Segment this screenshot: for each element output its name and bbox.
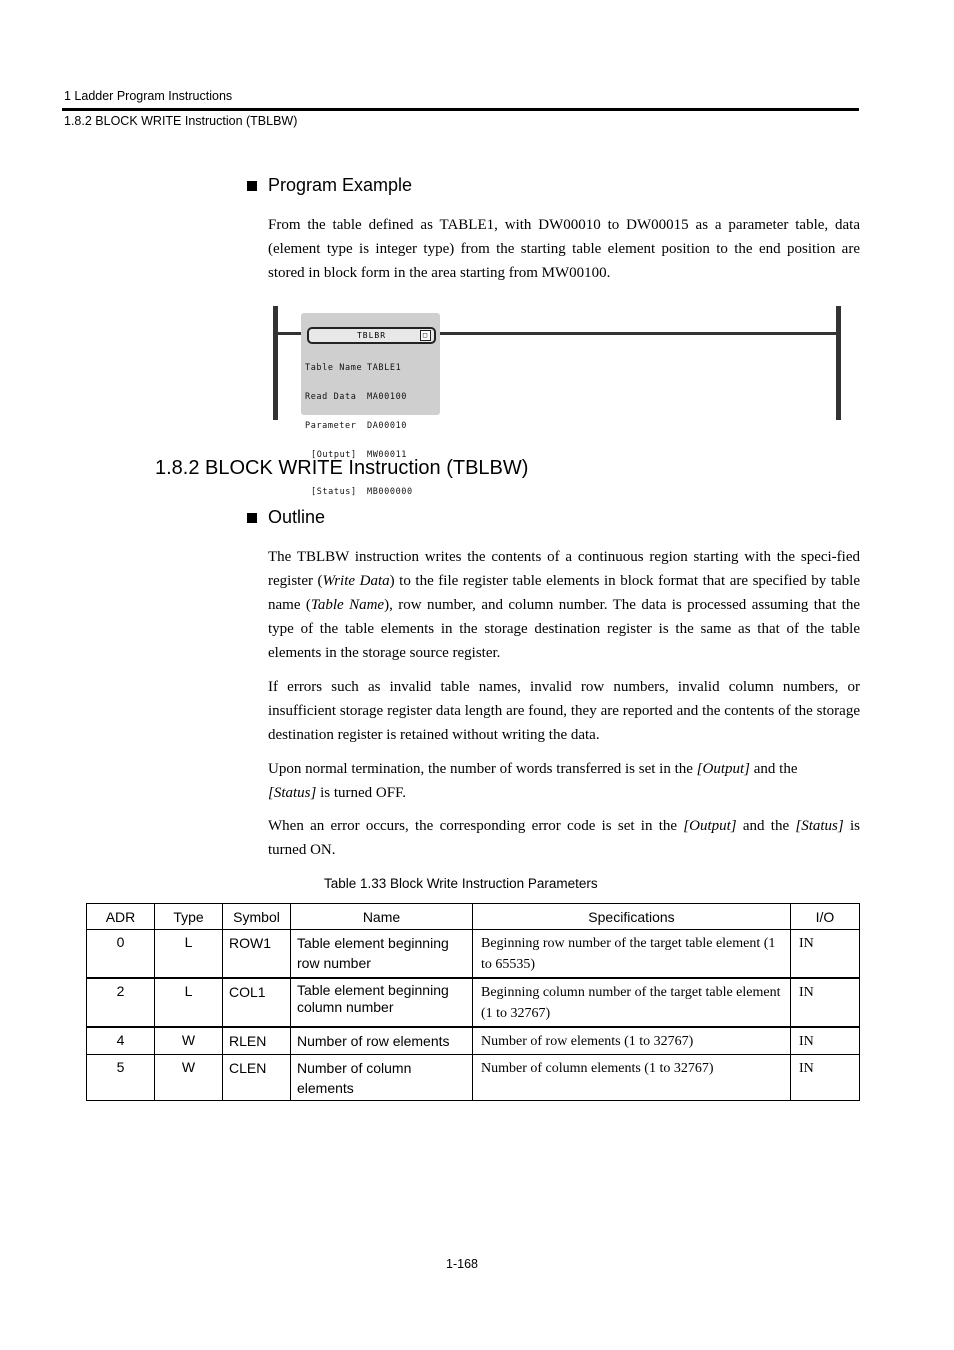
instruction-block-params [305, 345, 413, 517]
outline-paragraph-2: If errors such as invalid table names, invalid row numbers, invalid column numbers, or insufficient storage register data length are found, they are reported and the contents of the storage destination register is retained without writing the data. [268, 679, 860, 743]
table-header-cell: Name [291, 904, 473, 930]
table-cell-spec: Number of column elements (1 to 32767) [473, 1055, 791, 1101]
outline-p1-italic-table-name: Table Name [310, 597, 385, 613]
outline-p3-text-e: is turned OFF. [316, 785, 407, 801]
outline-p3-italic-status: [Status] [268, 785, 317, 801]
outline-p1-text-e: ), row number, and column number. The data is processed assuming that the type of the table elements in the storage destination register is the same as that of the table elements in the storage source register. [268, 597, 860, 661]
outline-p3-text-c: and the [750, 761, 798, 777]
outline-paragraph-1 [268, 545, 860, 665]
table-cell-name: Number of row elements [291, 1027, 473, 1055]
block-param-value: MA00100 [367, 391, 408, 402]
table-cell-type: L [155, 978, 223, 1027]
table-header-cell: Symbol [223, 904, 291, 930]
parameters-table [86, 903, 860, 1101]
ladder-right-rail [836, 306, 841, 420]
table-header-cell: Type [155, 904, 223, 930]
outline-p1-text-a: The TBLBW instruction writes the contents of a continuous region starting with the speci-fied register ( [268, 549, 860, 589]
block-status-row [305, 488, 413, 498]
table-header-row [87, 904, 860, 930]
table-cell-adr: 4 [87, 1027, 155, 1055]
table-caption: Table 1.33 Block Write Instruction Parameters [324, 876, 598, 891]
table-cell-spec: Beginning row number of the target table element (1 to 65535) [473, 930, 791, 979]
outline-paragraph-4 [268, 814, 860, 862]
ladder-rung-right [440, 332, 837, 335]
block-param-row [305, 422, 413, 432]
outline-p3-italic-output: [Output] [696, 761, 750, 777]
table-cell-type: W [155, 1027, 223, 1055]
outline-p4-italic-status: [Status] [795, 818, 844, 834]
block-param-label: Parameter [305, 420, 357, 431]
outline-p3-text-a: Upon normal termination, the number of words transferred is set in the [268, 761, 697, 777]
square-bullet-icon [247, 181, 257, 191]
block-status-value: MB000000 [367, 487, 413, 498]
ladder-rung-left [277, 332, 303, 335]
table-row [87, 1027, 860, 1055]
program-example-heading-text: Program Example [268, 175, 413, 195]
table-header-cell: Specifications [473, 904, 791, 930]
program-example-text: From the table defined as TABLE1, with DW00010 to DW00015 as a parameter table, data (element type is integer type) from the starting table element position to the end position are stored in block form in the area starting from MW00100. [268, 217, 860, 281]
page-number: 1-168 [446, 1257, 478, 1271]
table-cell-spec: Number of row elements (1 to 32767) [473, 1027, 791, 1055]
block-param-label: Table Name [305, 363, 363, 374]
table-cell-name: Number of column elements [291, 1055, 473, 1101]
table-cell-type: W [155, 1055, 223, 1101]
outline-p1-text-c: ) to the file register table elements in block format that are specified by table name ( [268, 573, 860, 613]
table-row [87, 1055, 860, 1101]
block-param-row [305, 364, 413, 374]
section-title: 1.8.2 BLOCK WRITE Instruction (TBLBW) [155, 457, 529, 479]
outline-p4-italic-output: [Output] [683, 818, 737, 834]
tblbr-instruction-block[interactable] [301, 313, 440, 498]
table-cell-name: Table element beginning row number [291, 930, 473, 979]
outline-paragraph-3 [268, 757, 860, 805]
outline-p1-italic-write-data: Write Data [322, 573, 390, 589]
table-cell-symbol: ROW1 [223, 930, 291, 979]
outline-heading [247, 507, 325, 528]
block-param-row [305, 393, 413, 403]
table-header-cell: I/O [791, 904, 860, 930]
outline-heading-text: Outline [268, 507, 326, 527]
table-cell-symbol: CLEN [223, 1055, 291, 1101]
table-cell-adr: 0 [87, 930, 155, 979]
table-cell-io: IN [791, 930, 860, 979]
instruction-block-title-text: TBLBR [356, 331, 387, 340]
table-cell-symbol: COL1 [223, 978, 291, 1027]
block-param-value: TABLE1 [367, 363, 402, 374]
block-param-label: [Output] [311, 449, 357, 460]
table-cell-io: IN [791, 1027, 860, 1055]
program-example-heading [247, 175, 412, 196]
block-param-label: Read Data [305, 391, 357, 402]
ladder-left-rail [273, 306, 278, 420]
block-param-value: MW00011 [367, 449, 408, 460]
outline-p4-text-a: When an error occurs, the corresponding error code is set in the [268, 818, 684, 834]
outline-p4-text-e: is turned ON. [268, 818, 860, 858]
table-cell-io: IN [791, 1055, 860, 1101]
block-param-value: DA00010 [367, 420, 408, 431]
square-bullet-icon [247, 513, 257, 523]
header-rule [62, 108, 859, 111]
table-cell-name: Table element beginning column number [291, 978, 473, 1027]
header-section: 1.8.2 BLOCK WRITE Instruction (TBLBW) [64, 114, 298, 128]
block-expand-icon[interactable]: □ [420, 330, 431, 341]
table-cell-adr: 2 [87, 978, 155, 1027]
table-cell-adr: 5 [87, 1055, 155, 1101]
table-cell-io: IN [791, 978, 860, 1027]
instruction-block-title [307, 327, 436, 344]
block-status-label: [Status] [311, 487, 357, 498]
table-cell-spec: Beginning column number of the target table element (1 to 32767) [473, 978, 791, 1027]
table-cell-symbol: RLEN [223, 1027, 291, 1055]
outline-p4-text-c: and the [736, 818, 796, 834]
table-row [87, 930, 860, 979]
table-header-cell: ADR [87, 904, 155, 930]
table-cell-type: L [155, 930, 223, 979]
header-chapter: 1 Ladder Program Instructions [64, 89, 233, 103]
table-row [87, 978, 860, 1027]
